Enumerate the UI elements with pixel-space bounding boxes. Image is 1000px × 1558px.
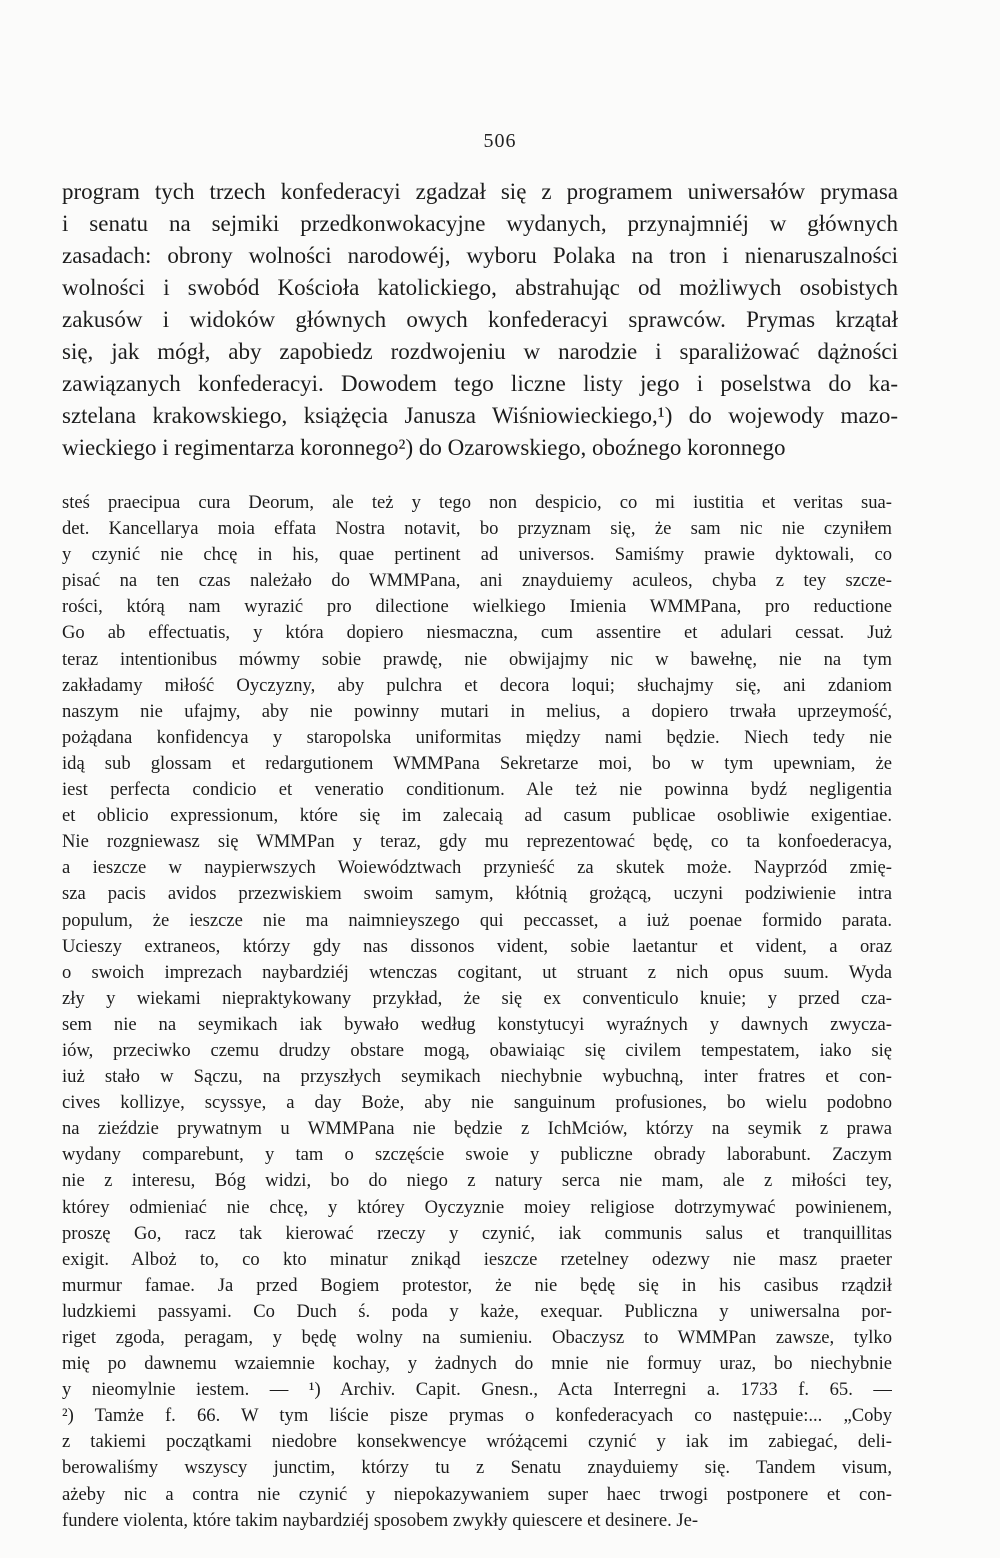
footnote-line: sem nie na seymikach iak bywało według konstytucyi wyraźnych y dawnych zwyczа- (62, 1013, 892, 1035)
footnote-line: idą sub glossam et redargutionem WMMPana Sekretarze moi, bo w tym upewniam, że (62, 752, 892, 774)
footnote-line: zakładamy miłość Oyczyzny, aby pulchra et decora loqui; słuchajmy się, ani zdaniom (62, 674, 892, 696)
footnote-line: Ucieszy extraneos, którzy gdy nas dissonos vident, sobie laetantur et vident, a oraz (62, 935, 892, 957)
footnote-line: fundere violenta, które takim naybardziéj sposobem zwykły quiescere et desinere. Je- (62, 1509, 699, 1531)
footnote-line: którey odmieniać nie chcę, y którey Oyczyznie moiey religiose dotrzymywać powinienem, (62, 1196, 892, 1218)
footnote-line: y czynić nie chcę in his, quae pertinent ad universos. Samiśmy prawie dyktowali, co (62, 544, 892, 566)
footnote-line: y nieomylnie iestem. — ¹) Archiv. Capit. Gnesn., Acta Interregni a. 1733 f. 65. — (62, 1379, 892, 1401)
main-text-line: sztelana krakowskiego, książęcia Janusza Wiśniowieckiego,¹) do wojewody mazo- (62, 403, 898, 428)
footnote-line: a ieszcze w naypierwszych Woiewództwach przynieść za skutek może. Nayprzód zmię- (62, 857, 892, 879)
main-text-line: się, jak mógł, aby zapobiedz rozdwojeniu w narodzie i sparaliżować dążności (62, 339, 898, 364)
footnote-line: iuż stało w Sączu, na przyszłych seymikach niechybnie wybuchną, inter fratres et con- (62, 1066, 892, 1088)
footnote-line: det. Kancellarya moia effata Nostra notavit, bo przyznam się, że sam nic nie czyniłem (62, 518, 892, 540)
footnote-line: et oblicio expressionum, które się im zalecaią ad casum publicae osobliwie exigentiae. (62, 805, 892, 827)
main-text-line: wieckiego i regimentarza koronnego²) do Ozarowskiego, oboźnego koronnego (62, 435, 786, 460)
footnote-text-block (62, 490, 892, 1534)
footnote-line: exigit. Alboż to, co kto minatur znikąd ieszcze rzetelney odezwy nie masz praeter (62, 1248, 892, 1270)
footnote-line: Go ab effectuatis, y która dopiero niesmaczna, cum assentire et adulari cessat. Już (62, 622, 892, 644)
main-text-line: wolności i swobód Kościoła katolickiego, abstrahując od możliwych osobistych (62, 275, 898, 300)
footnote-line: wydany comparebunt, y tam o szczęście swoie y publiczne obrady laborabunt. Zaczym (62, 1144, 892, 1166)
footnote-line: z takiemi początkami niedobre konsekwencye wróżącemi czynić y iak im zabiegać, deli- (62, 1431, 892, 1453)
footnote-line: murmur famae. Ja przed Bogiem protestor, że nie będę się in his casibus rządził (62, 1274, 892, 1296)
footnote-line: teraz intentionibus mówmy sobie prawdę, nie obwijajmy nic w bawełnę, nie na tym (62, 648, 892, 670)
main-text-line: program tych trzech konfederacyi zgadzał się z programem uniwersałów prymasa (62, 179, 898, 204)
footnote-line: iów, przeciwko czemu drudzy obstare mogą, obawiaiąc się civilem tempestatem, iako się (62, 1039, 892, 1061)
footnote-line: berowaliśmy wszyscy junctim, którzy tu z Senatu znayduiemy się. Tandem visum, (62, 1457, 892, 1479)
main-text-block (62, 176, 898, 464)
main-text-line: zakusów i widoków głównych owych konfederacyi sprawców. Prymas krzątał (62, 307, 898, 332)
footnote-line: Nie rozgniewasz się WMMPan y teraz, gdy mu reprezentować będę, co ta konfoederacya, (62, 831, 892, 853)
footnote-line: cives kollizye, scyssye, a day Boże, aby nie sanguinum profusiones, bo wielu podobno (62, 1092, 892, 1114)
footnote-line: ażeby nic a contra nie czynić y niepokazywaniem super haec trwogi postponere et con- (62, 1483, 892, 1505)
footnote-line: ²) Tamże f. 66. W tym liście pisze prymas o konfederacyach co następuie:... „Coby (62, 1405, 892, 1427)
footnote-line: rości, którą nam wyrazić pro dilectione wielkiego Imienia WMMPana, pro reductione (62, 596, 892, 618)
main-text-line: zasadach: obrony wolności narodowéj, wyboru Polaka na tron i nienaruszalności (62, 243, 898, 268)
footnote-line: o swoich imprezach naybardziéj wtenczas cogitant, ut struant z nich opus suum. Wyda (62, 961, 892, 983)
footnote-line: pożądana konfidencya y staropolska uniformitas między nami będzie. Niech tedy nie (62, 726, 892, 748)
footnote-line: ludzkiemi passyami. Co Duch ś. poda y każe, exequar. Publiczna y uniwersalna por- (62, 1300, 892, 1322)
footnote-line: naszym nie ufajmy, aby nie powinny mutari in melius, a dopiero trwała uprzeymość, (62, 700, 892, 722)
footnote-line: pisać na ten czas należało do WMMPana, ani znayduiemy aculeos, chyba z tey szcze- (62, 570, 892, 592)
footnote-line: zły y wiekami niepraktykowany przykład, że się ex conventiculo knuie; y przed cza- (62, 987, 892, 1009)
footnote-line: iest perfecta condicio et veneratio conditionum. Ale też nie powinna bydź negligentia (62, 779, 892, 801)
footnote-line: proszę Go, racz tak kierować rzeczy y czynić, iak communis salus et tranquillitas (62, 1222, 892, 1244)
footnote-line: nie z interesu, Bóg widzi, bo do niego z natury serca nie mam, ale z miłości tey, (62, 1170, 892, 1192)
footnote-line: populum, że ieszcze nie ma naimnieyszego qui peccasset, a iuż poenae formido parata. (62, 909, 892, 931)
main-text-line: zawiązanych konfederacyi. Dowodem tego liczne listy jego i poselstwa do ka- (62, 371, 898, 396)
footnote-line: riget zgoda, peragam, y będę wolny na sumieniu. Obaczysz to WMMPan zawsze, tylko (62, 1327, 892, 1348)
footnote-line: na zieździe prywatnym u WMMPana nie będzie z IchMciów, którzy na seymik z prawa (62, 1118, 892, 1140)
footnote-line: steś praecipua cura Deorum, ale też y tego non despicio, co mi iustitia et veritas sua- (62, 492, 892, 513)
footnote-line: sza pacis avidos przezwiskiem swoim samym, kłótnią grożącą, uczyni podziwienie intra (62, 883, 892, 905)
page-number: 506 (483, 130, 517, 152)
main-text-line: i senatu na sejmiki przedkonwokacyjne wydanych, przynajmniéj w głównych (62, 211, 898, 236)
footnote-line: mię po dawnemu wzaiemnie kochay, y żadnych do mnie nie formuy uraz, bo niechybnie (62, 1353, 892, 1375)
